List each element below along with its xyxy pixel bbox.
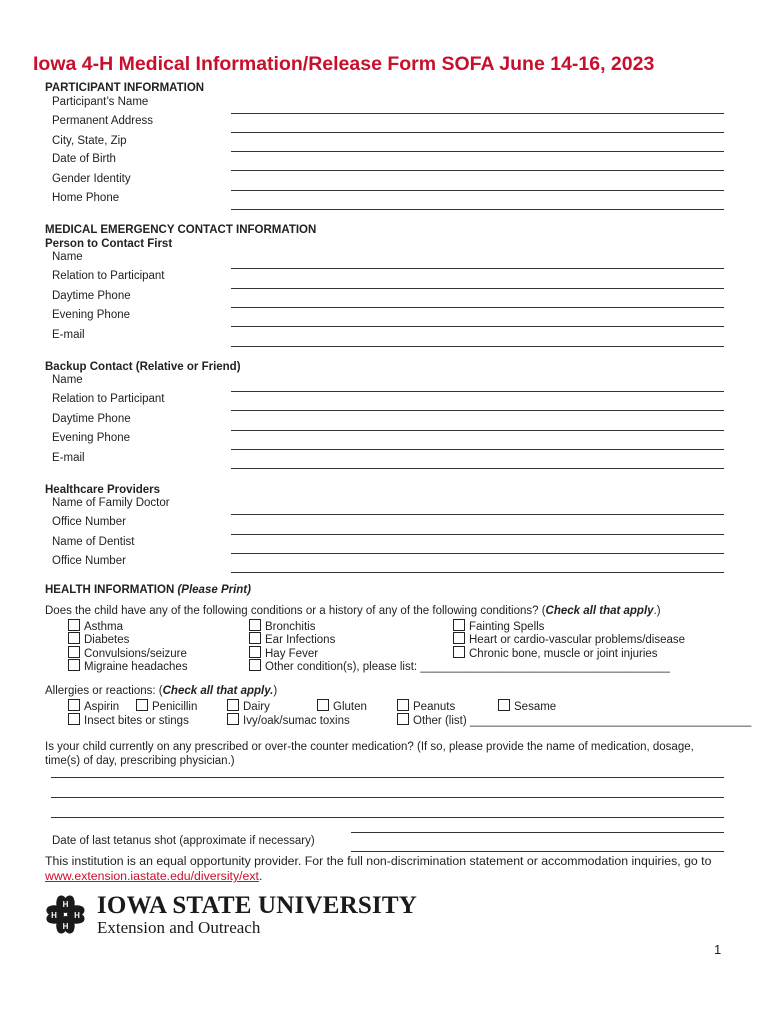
- checkbox[interactable]: [453, 646, 465, 658]
- tetanus-line-2[interactable]: [351, 851, 724, 852]
- field-label-backup-evening-phone: Evening Phone: [52, 432, 131, 444]
- checkbox[interactable]: [397, 699, 409, 711]
- clover-logo-icon: [43, 892, 88, 937]
- allergy-label: Other (list) ____________________________________________: [413, 715, 752, 727]
- tetanus-line[interactable]: [351, 832, 724, 833]
- condition-label: Heart or cardio-vascular problems/disease: [469, 634, 686, 646]
- checkbox[interactable]: [68, 659, 80, 671]
- nondiscrimination-statement: [45, 854, 735, 884]
- conditions-question-emphasis: Check all that apply: [545, 605, 654, 617]
- condition-label: Migraine headaches: [84, 661, 188, 673]
- allergy-other[interactable]: [397, 713, 751, 727]
- allergies-question-text: Allergies or reactions: (: [45, 685, 163, 697]
- field-label-backup-email: E-mail: [52, 452, 85, 464]
- condition-label: Ear Infections: [265, 634, 336, 646]
- participant-heading: PARTICIPANT INFORMATION: [45, 82, 205, 94]
- svg-text:H: H: [51, 911, 57, 920]
- allergy-aspirin[interactable]: [68, 699, 119, 713]
- checkbox[interactable]: [249, 646, 261, 658]
- condition-label: Asthma: [84, 621, 123, 633]
- statement-end: .: [258, 869, 263, 883]
- checkbox[interactable]: [68, 632, 80, 644]
- checkbox[interactable]: [68, 646, 80, 658]
- field-label-permanent-address: Permanent Address: [52, 115, 154, 127]
- condition-diabetes[interactable]: [68, 632, 129, 646]
- field-label-date-of-birth: Date of Birth: [52, 153, 116, 165]
- field-label-contact-name: Name: [52, 251, 83, 263]
- condition-fainting[interactable]: [453, 619, 544, 633]
- allergies-question-emphasis: Check all that apply.: [162, 685, 274, 697]
- emergency-heading: MEDICAL EMERGENCY CONTACT INFORMATION: [45, 224, 317, 236]
- condition-bone-muscle-joint[interactable]: [453, 646, 658, 660]
- contact-email-line[interactable]: [231, 346, 724, 347]
- condition-migraine[interactable]: [68, 659, 188, 673]
- field-label-doctor-office-number: Office Number: [52, 516, 126, 528]
- condition-ear-infections[interactable]: [249, 632, 335, 646]
- checkbox[interactable]: [227, 699, 239, 711]
- field-label-home-phone: Home Phone: [52, 192, 120, 204]
- condition-heart[interactable]: [453, 632, 685, 646]
- health-heading: HEALTH INFORMATION: [45, 584, 175, 596]
- allergy-insect-bites[interactable]: [68, 713, 189, 727]
- permanent-address-line[interactable]: [231, 132, 724, 133]
- condition-bronchitis[interactable]: [249, 619, 316, 633]
- field-label-city-state-zip: City, State, Zip: [52, 135, 127, 147]
- checkbox[interactable]: [317, 699, 329, 711]
- dentist-office-number-line[interactable]: [231, 572, 724, 573]
- condition-hay-fever[interactable]: [249, 646, 318, 660]
- allergy-label: Gluten: [333, 701, 367, 713]
- backup-email-line[interactable]: [231, 468, 724, 469]
- conditions-question-end: .): [653, 605, 661, 617]
- checkbox[interactable]: [136, 699, 148, 711]
- condition-label: Hay Fever: [265, 648, 319, 660]
- allergy-sesame[interactable]: [498, 699, 556, 713]
- contact-evening-phone-line[interactable]: [231, 326, 724, 327]
- form-title: Iowa 4-H Medical Information/Release Form SOFA June 14-16, 2023: [33, 53, 655, 75]
- doctor-office-number-line[interactable]: [231, 534, 724, 535]
- allergy-label: Penicillin: [152, 701, 198, 713]
- field-label-family-doctor: Name of Family Doctor: [52, 497, 170, 509]
- field-label-contact-relation: Relation to Participant: [52, 270, 165, 282]
- allergy-label: Sesame: [514, 701, 557, 713]
- allergies-question-end: ): [273, 685, 278, 697]
- medication-question: Is your child currently on any prescribed or over-the counter medication? (If so, please provide the name of medication, dosage, time(s) of day, prescribing physician.): [45, 741, 694, 767]
- allergy-label: Peanuts: [413, 701, 456, 713]
- medication-line-2[interactable]: [51, 797, 724, 798]
- field-label-gender-identity: Gender Identity: [52, 173, 131, 185]
- conditions-question-text: Does the child have any of the following conditions or a history of any of the following conditions? (: [45, 605, 546, 617]
- field-label-backup-name: Name: [52, 374, 83, 386]
- checkbox[interactable]: [68, 699, 80, 711]
- svg-text:H: H: [62, 900, 69, 909]
- field-label-contact-evening-phone: Evening Phone: [52, 309, 131, 321]
- contact-relation-line[interactable]: [231, 288, 724, 289]
- backup-heading: Backup Contact (Relative or Friend): [45, 361, 241, 373]
- checkbox[interactable]: [227, 713, 239, 725]
- allergy-peanuts[interactable]: [397, 699, 455, 713]
- isu-logo-subtitle: Extension and Outreach: [97, 918, 261, 937]
- health-heading-note: (Please Print): [177, 584, 251, 596]
- page-number: 1: [714, 942, 722, 957]
- checkbox[interactable]: [249, 619, 261, 631]
- diversity-link[interactable]: www.extension.iastate.edu/diversity/ext: [45, 869, 259, 883]
- condition-label: Convulsions/seizure: [84, 648, 187, 660]
- checkbox[interactable]: [453, 632, 465, 644]
- checkbox[interactable]: [498, 699, 510, 711]
- allergy-dairy[interactable]: [227, 699, 270, 713]
- emergency-subheading: Person to Contact First: [45, 238, 173, 250]
- participant-name-line[interactable]: [231, 113, 724, 114]
- home-phone-line[interactable]: [231, 209, 724, 210]
- condition-other[interactable]: [249, 659, 670, 673]
- condition-label: Chronic bone, muscle or joint injuries: [469, 648, 658, 660]
- family-doctor-line[interactable]: [231, 514, 724, 515]
- allergy-penicillin[interactable]: [136, 699, 197, 713]
- field-label-participant-name: Participant’s Name: [52, 96, 149, 108]
- health-heading-row: [45, 584, 251, 596]
- allergy-label: Dairy: [243, 701, 270, 713]
- condition-label: Bronchitis: [265, 621, 316, 633]
- condition-label: Diabetes: [84, 634, 130, 646]
- allergy-gluten[interactable]: [317, 699, 367, 713]
- allergy-label: Aspirin: [84, 701, 120, 713]
- field-label-backup-relation: Relation to Participant: [52, 393, 165, 405]
- checkbox[interactable]: [397, 713, 409, 725]
- statement-text: This institution is an equal opportunity provider. For the full non-discrimination statement or accommodation inquiries, go to: [45, 854, 712, 868]
- contact-daytime-phone-line[interactable]: [231, 307, 724, 308]
- backup-relation-line[interactable]: [231, 410, 724, 411]
- field-label-contact-daytime-phone: Daytime Phone: [52, 290, 131, 302]
- contact-name-line[interactable]: [231, 268, 724, 269]
- svg-text:H: H: [74, 911, 80, 920]
- field-label-backup-daytime-phone: Daytime Phone: [52, 413, 131, 425]
- checkbox[interactable]: [249, 632, 261, 644]
- conditions-question: [45, 605, 661, 617]
- backup-evening-phone-line[interactable]: [231, 449, 724, 450]
- tetanus-label: Date of last tetanus shot (approximate if necessary): [52, 835, 315, 847]
- field-label-dentist: Name of Dentist: [52, 536, 135, 548]
- field-label-dentist-office-number: Office Number: [52, 555, 126, 567]
- field-label-contact-email: E-mail: [52, 329, 85, 341]
- checkbox[interactable]: [453, 619, 465, 631]
- allergies-question: [45, 685, 277, 697]
- condition-convulsions[interactable]: [68, 646, 187, 660]
- medication-line-1[interactable]: [51, 777, 724, 778]
- checkbox[interactable]: [68, 713, 80, 725]
- dentist-line[interactable]: [231, 553, 724, 554]
- checkbox[interactable]: [249, 659, 261, 671]
- backup-name-line[interactable]: [231, 391, 724, 392]
- svg-text:H: H: [62, 922, 69, 931]
- allergy-ivy-oak-sumac[interactable]: [227, 713, 350, 727]
- condition-asthma[interactable]: [68, 619, 123, 633]
- allergy-label: Insect bites or stings: [84, 715, 189, 727]
- medication-line-3[interactable]: [51, 817, 724, 818]
- city-state-zip-line[interactable]: [231, 151, 724, 152]
- gender-identity-line[interactable]: [231, 190, 724, 191]
- allergy-label: Ivy/oak/sumac toxins: [243, 715, 350, 727]
- isu-logo-wordmark: IOWA STATE UNIVERSITY: [97, 892, 418, 919]
- condition-label: Fainting Spells: [469, 621, 545, 633]
- providers-heading: Healthcare Providers: [45, 484, 161, 496]
- condition-label: Other condition(s), please list: _______________________________________: [265, 661, 670, 673]
- backup-daytime-phone-line[interactable]: [231, 430, 724, 431]
- date-of-birth-line[interactable]: [231, 170, 724, 171]
- checkbox[interactable]: [68, 619, 80, 631]
